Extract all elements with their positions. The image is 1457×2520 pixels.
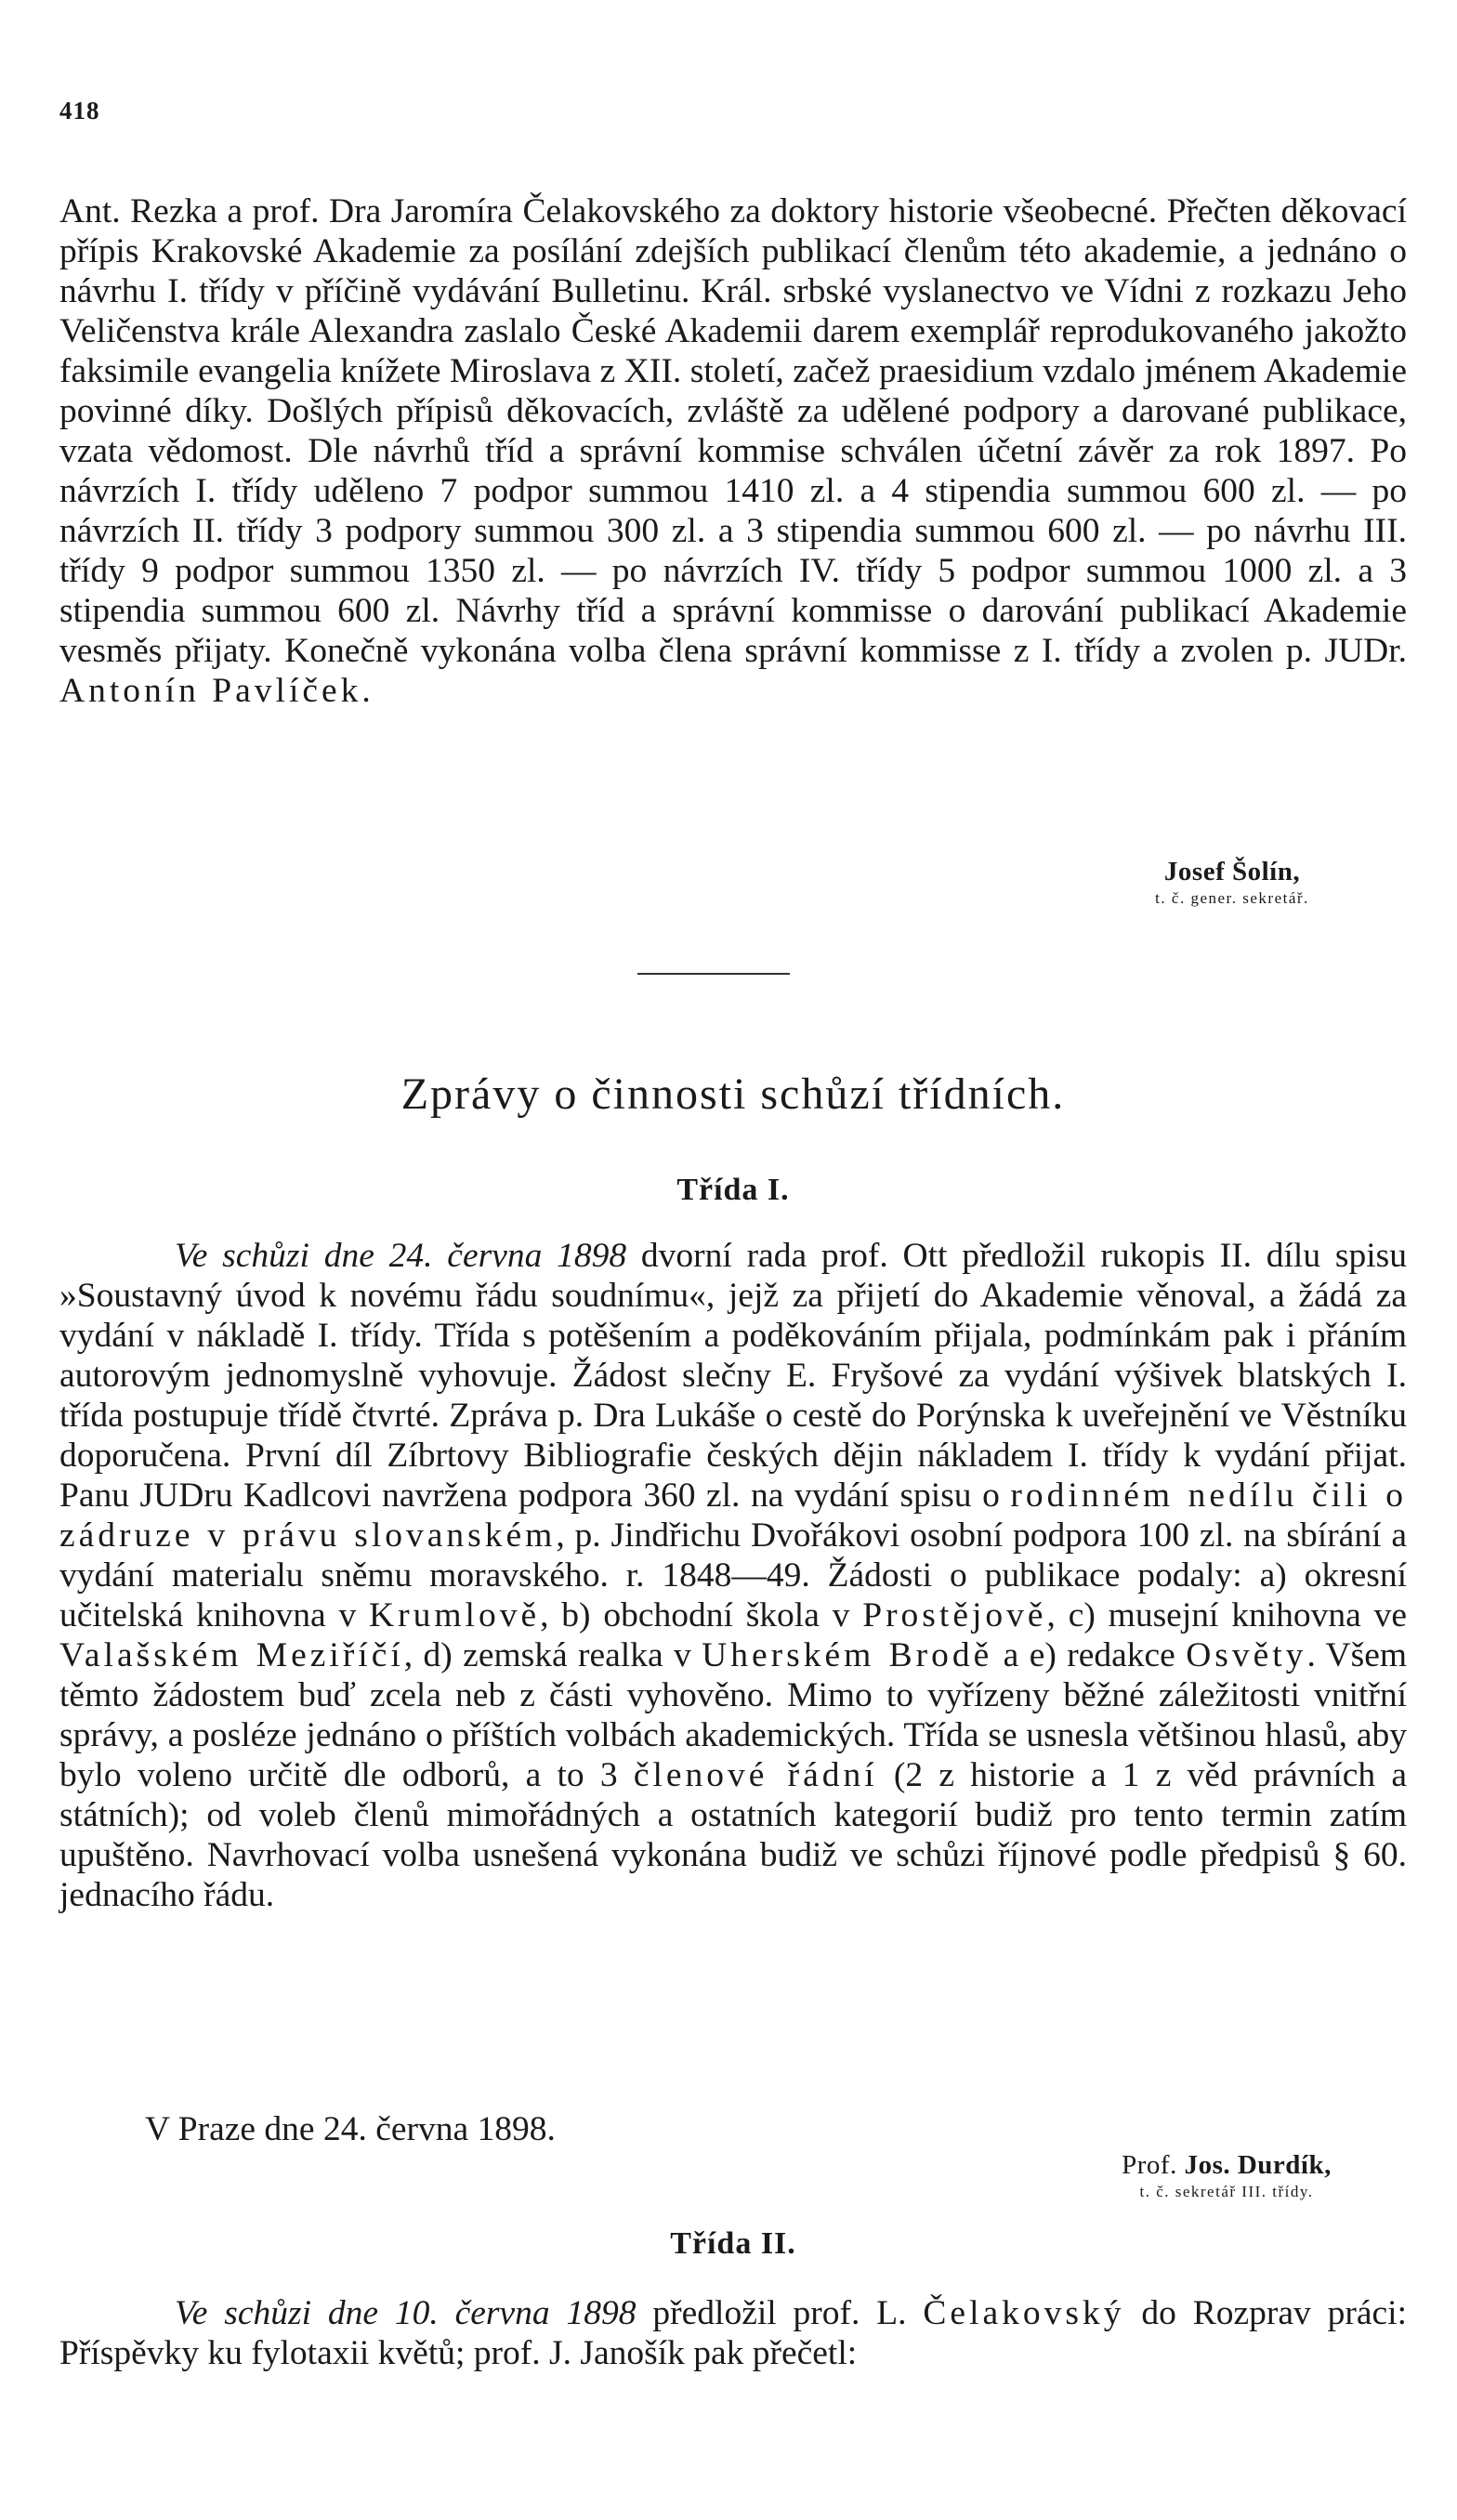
place-prostejov: Prostějově: [862, 1596, 1047, 1634]
name-celakovsky: Čelakovský: [923, 2294, 1125, 2332]
signature-title: t. č. sekretář III. třídy.: [1139, 2183, 1314, 2200]
journal-osveta: Osvěty: [1186, 1636, 1307, 1674]
section-title: Zprávy o činnosti schůzí třídních.: [400, 1070, 1066, 1119]
paragraph-meeting-report: [59, 191, 1407, 711]
class-1-heading: Třída I.: [676, 1173, 790, 1207]
signature-name: Josef Šolín,: [1163, 857, 1301, 886]
signature-surname: Jos. Durdík,: [1184, 2150, 1332, 2180]
signature-name: [1022, 2150, 1431, 2181]
class-2-text-a: předložil prof. L.: [636, 2294, 924, 2332]
signature-prefix: Prof.: [1122, 2150, 1185, 2180]
page-number: 418: [59, 97, 100, 125]
class-1-text-g: . Všem těmto žádostem buď zcela neb z části vyhověno. Mimo to vyřízeny běžné záležitosti vnitřní správy, a posléze jednáno o příštích volbách akademických. Třída se usnesla většinou hlasů, aby bylo voleno určitě dle odborů, a to 3: [59, 1636, 1408, 1794]
class-1-text-h: (2 z historie a 1 z věd právních a státních); od voleb členů mimořádných a ostatních kategorií budiž pro tento termin zatím upuštěno. Navrhovací volba usnešená vykonána budiž ve schůzi říjnové podle předpisů § 60. jednacího řádu.: [59, 1756, 1408, 1914]
signature-title: t. č. gener. sekretář.: [1155, 889, 1309, 907]
class-2-text-b: do Rozprav práci: Příspěvky ku fylotaxii květů; prof. J. Janošík pak přečetl:: [59, 2294, 1408, 2372]
class-1-dateline: V Praze dne 24. června 1898.: [145, 2110, 556, 2148]
class-1-meeting-date: Ve schůzi dne 24. června 1898: [175, 1237, 627, 1275]
class-1-report: [59, 1236, 1407, 1915]
section-divider: [637, 973, 790, 975]
class-1-text-a: dvorní rada prof. Ott předložil rukopis II. dílu spisu »Soustavný úvod k novému řádu soudnímu«, jejž za přijetí do Akademie věnoval, a žádá za vydání v nákladě I. třídy. Třída s potěšením a poděkováním přijala, podmínkám pak i přáním autorovým jednomyslně vyhovuje. Žádost slečny E. Fryšové za vydání výšivek blatských I. třída postupuje třídě čtvrté. Zpráva p. Dra Lukáše o cestě do Porýnska k uveřejnění ve Věstníku doporučena. První díl Zíbrtovy Bibliografie českých dějin nákladem I. třídy k vydání přijat. Panu JUDru Kadlcovi navržena podpora 360 zl. na vydání spisu o: [59, 1237, 1407, 1515]
elected-member-name: Antonín Pavlíček: [59, 672, 362, 710]
paragraph-text: Ant. Rezka a prof. Dra Jaromíra Čelakovského za doktory historie všeobecné. Přečten děkovací přípis Krakovské Akademie za posílání zdejších publikací členům této akademie, a jednáno o návrhu I. třídy v příčině vydávání Bulletinu. Král. srbské vyslanectvo ve Vídni z rozkazu Jeho Veličenstva krále Alexandra zaslalo České Akademii darem exemplář reprodukovaného jakožto faksimile evangelia knížete Miroslava z XII. století, začež praesidium vzdalo jménem Akademie povinné díky. Došlých přípisů děkovacích, zvláště za udělené podpory a darované publikace, vzata vědomost. Dle návrhů tříd a správní kommise schválen účetní závěr za rok 1897. Po návrzích I. třídy uděleno 7 podpor summou 1410 zl. a 4 stipendia summou 600 zl. — po návrzích II. třídy 3 podpory summou 300 zl. a 3 stipendia summou 600 zl. — po návrhu III. třídy 9 podpor summou 1350 zl. — po návrzích IV. třídy 5 podpor summou 1000 zl. a 3 stipendia summou 600 zl. Návrhy tříd a správní kommisse o darování publikací Akademie vesměs přijaty. Konečně vykonána volba člena správní kommisse z I. třídy a zvolen p. JUDr.: [59, 192, 1407, 670]
paragraph-end: .: [361, 672, 371, 710]
class-1-text-f: a e) redakce: [992, 1636, 1187, 1674]
class-1-text-d: , c) musejní knihovna ve: [1046, 1596, 1407, 1634]
signature-block-durdik: [1022, 2150, 1431, 2201]
class-2-meeting-date: Ve schůzi dne 10. června 1898: [175, 2294, 637, 2332]
class-1-members: členové řádní: [633, 1756, 878, 1794]
class-2-heading: Třída II.: [670, 2226, 796, 2261]
signature-block-solin: [1046, 857, 1418, 908]
class-1-spaced-title: rodinném nedílu čili o zádruze v právu slovanském: [59, 1477, 1407, 1555]
place-valasske-mezirici: Valašském Meziříčí: [59, 1636, 404, 1674]
place-uhersky-brod: Uherském Brodě: [702, 1636, 993, 1674]
class-1-text-c: , b) obchodní škola v: [540, 1596, 863, 1634]
class-1-text-e: , d) zemská realka v: [403, 1636, 702, 1674]
class-2-report: [59, 2293, 1407, 2373]
place-krumlov: Krumlově: [369, 1596, 541, 1634]
class-1-text-b: , p. Jindřichu Dvořákovi osobní podpora 100 zl. na sbírání a vydání materialu sněmu moravského. r. 1848—49. Žádosti o publikace podaly: a) okresní učitelská knihovna v: [59, 1516, 1407, 1634]
